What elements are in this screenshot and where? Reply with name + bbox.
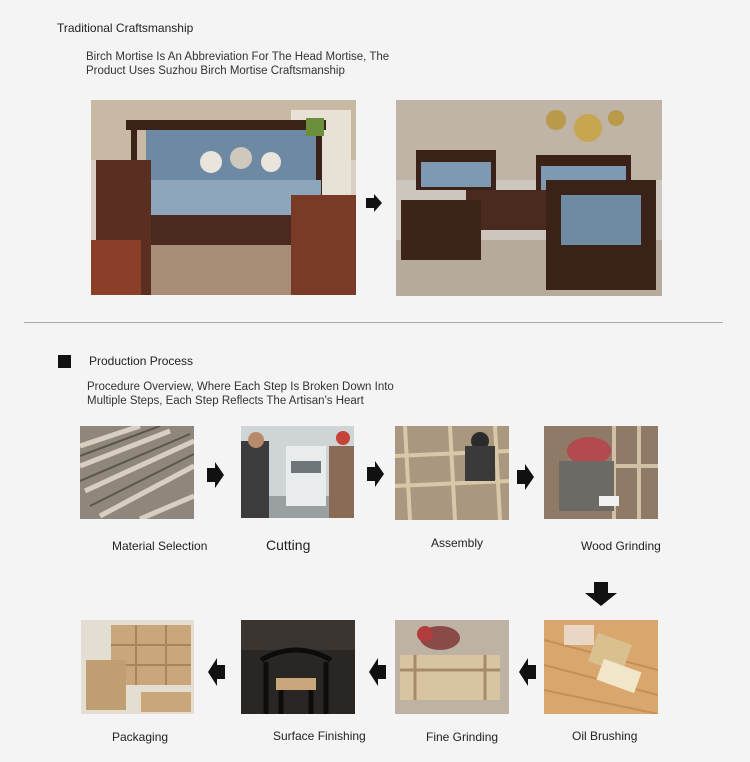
step-photo-oil-brushing — [544, 620, 658, 714]
arrow-down-icon — [585, 582, 617, 606]
square-bullet-icon — [58, 355, 71, 368]
arrow-left-icon — [369, 658, 386, 686]
living-room-set-photo — [396, 100, 662, 296]
step-label-oil-brushing: Oil Brushing — [572, 729, 638, 743]
arrow-left-icon — [519, 658, 536, 686]
arrow-right-icon — [517, 464, 534, 490]
section-description-craftsmanship — [86, 50, 446, 78]
section-title-production-process: Production Process — [89, 354, 194, 368]
description-line: Multiple Steps, Each Step Reflects The Artisan's Heart — [87, 395, 364, 407]
step-label-assembly: Assembly — [431, 536, 484, 550]
step-label-surface-finishing: Surface Finishing — [273, 729, 366, 743]
step-label-material-selection: Material Selection — [112, 539, 208, 553]
step-label-fine-grinding: Fine Grinding — [426, 730, 499, 744]
arrow-right-icon — [367, 461, 384, 487]
section-description-process — [87, 380, 447, 408]
arrow-right-icon — [366, 194, 382, 212]
sofa-closeup-photo — [91, 100, 356, 295]
step-label-packaging: Packaging — [112, 730, 169, 744]
step-photo-assembly — [395, 426, 509, 520]
step-label-cutting: Cutting — [266, 537, 311, 553]
arrow-right-icon — [207, 462, 224, 488]
step-photo-material-selection — [80, 426, 194, 519]
section-divider — [24, 322, 723, 323]
arrow-left-icon — [208, 658, 225, 686]
step-photo-cutting — [241, 426, 354, 518]
step-photo-packaging — [81, 620, 194, 714]
description-line: Procedure Overview, Where Each Step Is Broken Down Into — [87, 381, 394, 393]
description-line: Birch Mortise Is An Abbreviation For The Head Mortise, The — [86, 51, 390, 63]
step-photo-fine-grinding — [395, 620, 509, 714]
step-photo-wood-grinding — [544, 426, 658, 519]
description-line: Product Uses Suzhou Birch Mortise Craftsmanship — [86, 65, 345, 77]
step-label-wood-grinding: Wood Grinding — [581, 539, 661, 553]
step-photo-surface-finishing — [241, 620, 355, 714]
section-title-traditional-craftsmanship: Traditional Craftsmanship — [57, 21, 194, 35]
